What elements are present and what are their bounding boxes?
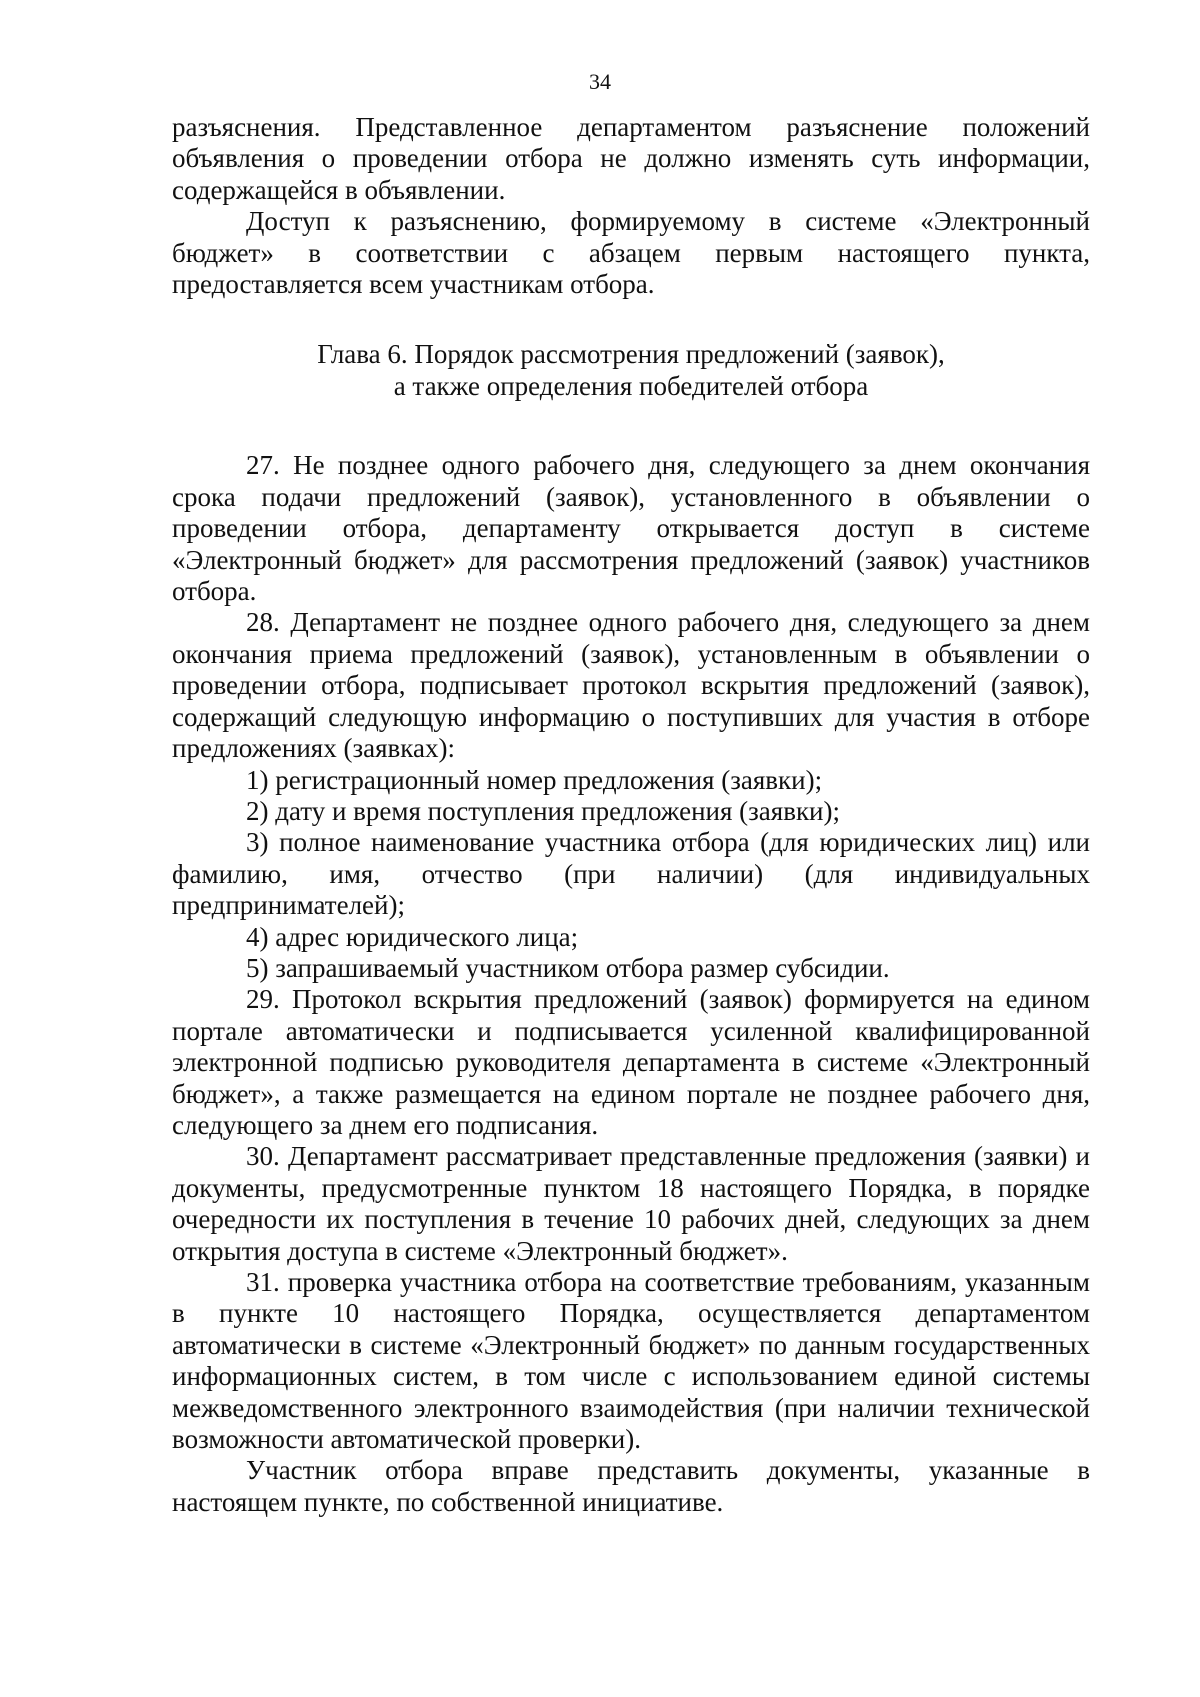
- paragraph-27: 27. Не позднее одного рабочего дня, следующего за днем окончания срока подачи предложений (заявок), установленного в объявлении о проведении отбора, департаменту открывается доступ в системе «Электронный бюджет» для рассмотрения предложений (заявок) участников отбора.: [172, 450, 1090, 607]
- page-number: 34: [589, 69, 611, 94]
- list-item-4: 4) адрес юридического лица;: [246, 921, 579, 952]
- paragraph-participant-initiative: Участник отбора вправе представить документы, указанные в настоящем пункте, по собственной инициативе.: [172, 1455, 1090, 1517]
- chapter-heading-line-2: а также определения победителей отбора: [393, 371, 869, 402]
- list-item-2: 2) дату и время поступления предложения (заявки);: [246, 795, 840, 826]
- paragraph-28: 28. Департамент не позднее одного рабочего дня, следующего за днем окончания приема предложений (заявок), установленным в объявлении о проведении отбора, подписывает протокол вскрытия предложений (заявок), содержащий следующую информацию о поступивших для участия в отборе предложениях (заявках):: [172, 607, 1090, 764]
- list-item-5: 5) запрашиваемый участником отбора размер субсидии.: [246, 952, 890, 983]
- paragraph-31: 31. проверка участника отбора на соответствие требованиям, указанным в пункте 10 настоящего Порядка, осуществляется департаментом автоматически в системе «Электронный бюджет» по данным государственных информационных систем, в том числе с использованием единой системы межведомственного электронного взаимодействия (при наличии технической возможности автоматической проверки).: [172, 1267, 1090, 1455]
- chapter-heading: [172, 338, 1090, 402]
- list-item-3: 3) полное наименование участника отбора (для юридических лиц) или фамилию, имя, отчество (при наличии) (для индивидуальных предпринимателей);: [172, 827, 1090, 921]
- chapter-heading-line-1: Глава 6. Порядок рассмотрения предложений (заявок),: [317, 339, 945, 370]
- paragraph-29: 29. Протокол вскрытия предложений (заявок) формируется на едином портале автоматически и подписывается усиленной квалифицированной электронной подписью руководителя департамента в системе «Электронный бюджет», а также размещается на едином портале не позднее рабочего дня, следующего за днем его подписания.: [172, 984, 1090, 1140]
- list-item-1: 1) регистрационный номер предложения (заявки);: [246, 764, 823, 795]
- document-body: [172, 112, 1090, 1518]
- paragraph-access: Доступ к разъяснению, формируемому в системе «Электронный бюджет» в соответствии с абзацем первым настоящего пункта, предоставляется всем участникам отбора.: [172, 206, 1090, 300]
- paragraph-continuation: разъяснения. Представленное департаментом разъяснение положений объявления о проведении отбора не должно изменять суть информации, содержащейся в объявлении.: [172, 112, 1090, 205]
- paragraph-30: 30. Департамент рассматривает представленные предложения (заявки) и документы, предусмотренные пунктом 18 настоящего Порядка, в порядке очередности их поступления в течение 10 рабочих дней, следующих за днем открытия доступа в системе «Электронный бюджет».: [172, 1141, 1090, 1266]
